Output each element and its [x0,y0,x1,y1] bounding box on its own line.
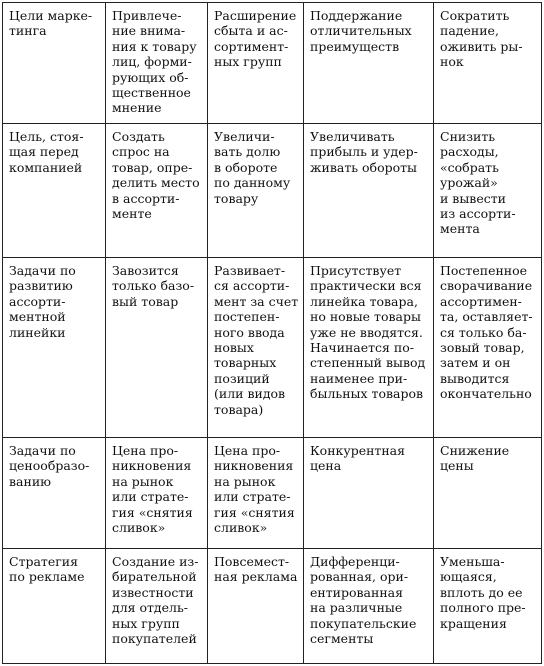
table-cell: Поддержание отличительных преимуществ [304,3,434,124]
table-cell: Повсемест- ная реклама [208,549,304,664]
table-cell: Дифференци- рованная, ори- ентированная на различные покупательские сегменты [304,549,434,664]
table-row [3,124,542,258]
table-cell: Расширение сбыта и ас- сортимент- ных групп [208,3,304,124]
table-cell: Цель, стоя- щая перед компанией [3,124,106,258]
marketing-strategy-table [2,2,542,664]
table-cell: Присутствует практически вся линейка товара, но новые товары уже не вводятся. Начинается по- степенный вывод наименее при- быльных товаров [304,258,434,438]
table-cell: Постепенное сворачивание ассортимен- та, оставляет- ся только ба- зовый товар, затем и он выводится окончательно [434,258,542,438]
table-cell: Конкурентная цена [304,438,434,549]
table-cell: Создание из- бирательной известности для отдель- ных групп покупателей [106,549,208,664]
table-row [3,438,542,549]
table-row [3,3,542,124]
table-cell: Цена про- никновения на рынок или страте- гия «снятия сливок» [106,438,208,549]
table-cell: Задачи по развитию ассорти- ментной линейки [3,258,106,438]
table-cell: Сократить падение, оживить ры- нок [434,3,542,124]
table-cell: Завозится только базо- вый товар [106,258,208,438]
table-cell: Увеличивать прибыль и удер- живать обороты [304,124,434,258]
table-cell: Уменьша- ющаяся, вплоть до ее полного пре- кращения [434,549,542,664]
table-row [3,258,542,438]
table-cell: Увеличи- вать долю в обороте по данному товару [208,124,304,258]
table-cell: Снижение цены [434,438,542,549]
table-cell: Привлече- ние внима- ния к товару лиц, форми- рующих об- щественное мнение [106,3,208,124]
table-cell: Цена про- никновения на рынок или страте- гия «снятия сливок» [208,438,304,549]
table-cell: Цели марке- тинга [3,3,106,124]
table-cell: Снизить расходы, «собрать урожай» и вывести из ассорти- мента [434,124,542,258]
table-cell: Задачи по ценообразо- ванию [3,438,106,549]
table-cell: Развивает- ся ассорти- мент за счет постепен- ного ввода новых товарных позиций (или видов товара) [208,258,304,438]
table-cell: Создать спрос на товар, опре- делить место в ассорти- менте [106,124,208,258]
table-row [3,549,542,664]
table-cell: Стратегия по рекламе [3,549,106,664]
